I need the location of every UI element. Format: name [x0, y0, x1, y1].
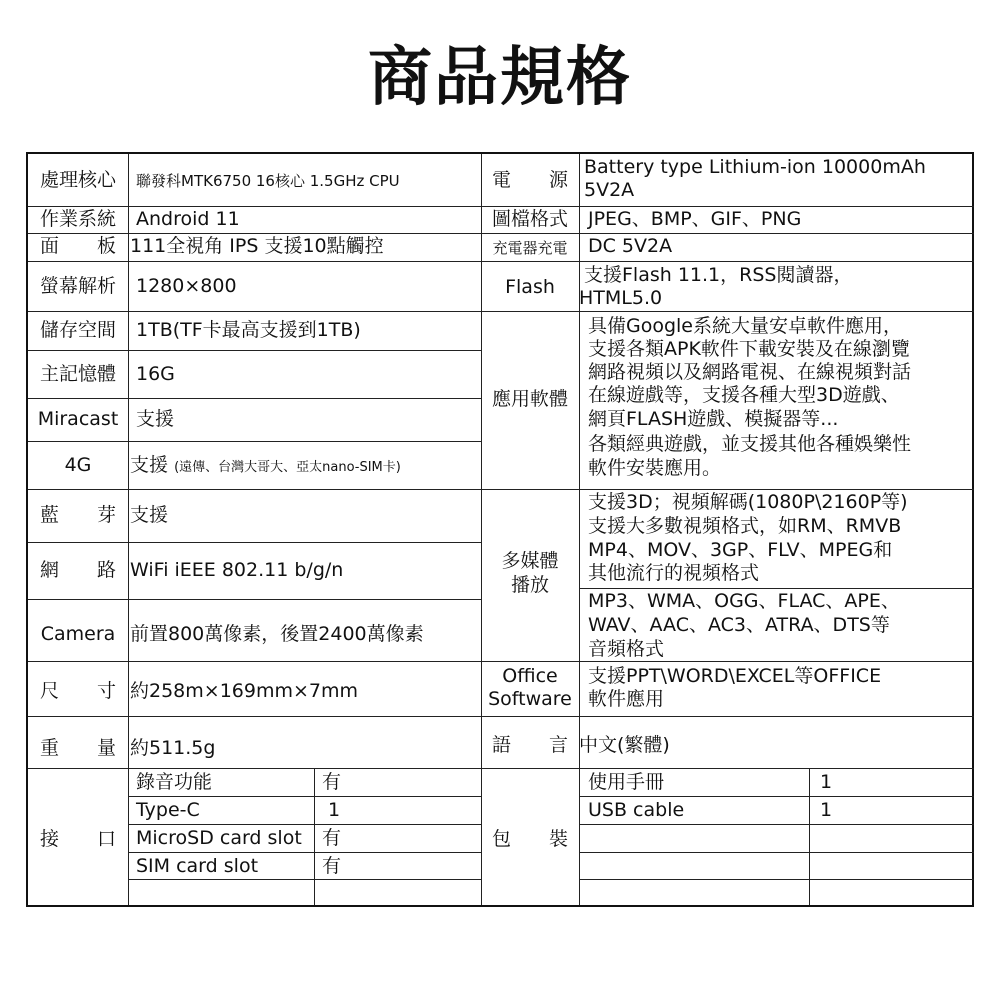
- 4g-value-note: (遠傳、台灣大哥大、亞太nano-SIM卡): [174, 460, 401, 475]
- package-item-value: 1: [820, 771, 833, 793]
- charger-value: DC 5V2A: [588, 235, 673, 257]
- divider-line: [28, 233, 481, 234]
- flash-value-line1: 支援Flash 11.1，RSS閱讀器，: [584, 264, 853, 286]
- package-item-name: 使用手冊: [588, 771, 665, 793]
- panel-value: 111全視角 IPS 支援10點觸控: [130, 235, 384, 257]
- language-value: 中文(繁體): [579, 734, 670, 756]
- apps-line: 網頁FLASH遊戲、模擬器等...: [588, 408, 839, 430]
- divider-line: [481, 716, 974, 717]
- office-label-line1: Office: [502, 665, 558, 687]
- apps-line: 軟件安裝應用。: [588, 457, 722, 479]
- port-value: 有: [322, 771, 342, 793]
- divider-line: [28, 350, 481, 351]
- audio-line: MP3、WMA、OGG、FLAC、APE、: [588, 590, 900, 612]
- language-label: 語 言: [491, 734, 568, 756]
- divider-line: [128, 852, 481, 853]
- office-value-line2: 軟件應用: [588, 688, 665, 710]
- divider-line: [128, 154, 129, 905]
- charger-label: 充電器充電: [492, 239, 568, 257]
- divider-line: [809, 768, 810, 905]
- spec-table: [26, 152, 974, 907]
- divider-line: [481, 261, 974, 262]
- bluetooth-value: 支援: [130, 504, 169, 526]
- divider-line: [481, 311, 974, 312]
- cpu-value: 聯發科MTK6750 16核心 1.5GHz CPU: [136, 172, 400, 190]
- power-value-line2: 5V2A: [584, 179, 635, 201]
- divider-line: [28, 261, 481, 262]
- 4g-label: 4G: [64, 454, 92, 476]
- port-name: Type-C: [136, 799, 200, 821]
- storage-label: 儲存空間: [39, 319, 116, 341]
- apps-line: 各類經典遊戲，並支援其他各種娛樂性: [588, 433, 912, 455]
- resolution-value: 1280×800: [136, 275, 237, 297]
- divider-line: [28, 661, 481, 662]
- divider-line: [481, 206, 974, 207]
- panel-label: 面 板: [39, 235, 116, 257]
- divider-line: [28, 768, 481, 769]
- port-value: 有: [322, 827, 342, 849]
- port-name: MicroSD card slot: [136, 827, 302, 849]
- office-label-line2: Software: [488, 688, 572, 710]
- package-item-name: USB cable: [588, 799, 685, 821]
- flash-value-line2: HTML5.0: [579, 287, 663, 309]
- ports-label: 接 口: [39, 828, 116, 850]
- flash-label: Flash: [505, 276, 555, 298]
- divider-line: [128, 796, 481, 797]
- memory-value: 16G: [136, 363, 175, 385]
- size-value: 約258m×169mm×7mm: [130, 680, 359, 702]
- divider-line: [28, 311, 481, 312]
- video-line: MP4、MOV、3GP、FLV、MPEG和: [588, 539, 893, 561]
- video-line: 支援大多數視頻格式，如RM、RMVB: [588, 515, 902, 537]
- apps-line: 支援各類APK軟件下載安裝及在線瀏覽: [588, 338, 910, 360]
- divider-line: [481, 489, 974, 490]
- media-label-line2: 播放: [510, 574, 549, 596]
- 4g-value: [130, 454, 401, 479]
- divider-line: [579, 852, 974, 853]
- divider-line: [579, 796, 974, 797]
- audio-line: WAV、AAC、AC3、ATRA、DTS等: [588, 614, 890, 636]
- weight-value: 約511.5g: [130, 737, 216, 759]
- video-line: 其他流行的視頻格式: [588, 562, 760, 584]
- office-value-line1: 支援PPT\WORD\EXCEL等OFFICE: [588, 665, 882, 687]
- weight-label: 重 量: [39, 737, 116, 759]
- page-title: 商品規格: [368, 41, 632, 115]
- network-value: WiFi iEEE 802.11 b/g/n: [130, 559, 344, 581]
- divider-line: [481, 154, 482, 905]
- cpu-label: 處理核心: [39, 169, 116, 191]
- media-label-line1: 多媒體: [501, 550, 559, 572]
- apps-line: 具備Google系統大量安卓軟件應用，: [588, 315, 903, 337]
- divider-line: [128, 879, 481, 880]
- miracast-value: 支援: [136, 408, 175, 430]
- divider-line: [579, 154, 580, 905]
- divider-line: [28, 599, 481, 600]
- network-label: 網 路: [39, 559, 116, 581]
- divider-line: [128, 824, 481, 825]
- apps-line: 在線遊戲等，支援各種大型3D遊戲、: [588, 384, 900, 406]
- camera-value: 前置800萬像素，後置2400萬像素: [130, 623, 424, 645]
- divider-line: [481, 233, 974, 234]
- storage-value: 1TB(TF卡最高支援到1TB): [136, 319, 361, 341]
- audio-line: 音頻格式: [588, 638, 665, 660]
- memory-label: 主記憶體: [39, 363, 116, 385]
- port-name: SIM card slot: [136, 855, 259, 877]
- power-value-line1: Battery type Lithium-ion 10000mAh: [584, 156, 926, 178]
- divider-line: [579, 824, 974, 825]
- format-label: 圖檔格式: [491, 208, 568, 230]
- bluetooth-label: 藍 芽: [39, 504, 116, 526]
- divider-line: [481, 661, 974, 662]
- divider-line: [28, 398, 481, 399]
- size-label: 尺 寸: [39, 680, 116, 702]
- divider-line: [481, 768, 974, 769]
- 4g-value-main: 支援: [130, 454, 169, 476]
- format-value: JPEG、BMP、GIF、PNG: [588, 208, 802, 230]
- port-name: 錄音功能: [136, 771, 213, 793]
- os-label: 作業系統: [39, 208, 116, 230]
- divider-line: [28, 441, 481, 442]
- port-value: 1: [328, 799, 341, 821]
- divider-line: [579, 879, 974, 880]
- divider-line: [579, 588, 974, 589]
- resolution-label: 螢幕解析: [39, 275, 116, 297]
- apps-label: 應用軟體: [491, 388, 568, 410]
- package-label: 包 裝: [491, 828, 568, 850]
- package-item-value: 1: [820, 799, 833, 821]
- miracast-label: Miracast: [37, 408, 119, 430]
- power-label: 電 源: [491, 169, 568, 191]
- port-value: 有: [322, 855, 342, 877]
- divider-line: [28, 206, 481, 207]
- apps-line: 網路視頻以及網路電視、在線視頻對話: [588, 361, 912, 383]
- video-line: 支援3D；視頻解碼(1080P\2160P等): [588, 491, 908, 513]
- divider-line: [28, 542, 481, 543]
- divider-line: [28, 716, 481, 717]
- divider-line: [28, 489, 481, 490]
- divider-line: [314, 768, 315, 905]
- camera-label: Camera: [40, 623, 116, 645]
- os-value: Android 11: [136, 208, 240, 230]
